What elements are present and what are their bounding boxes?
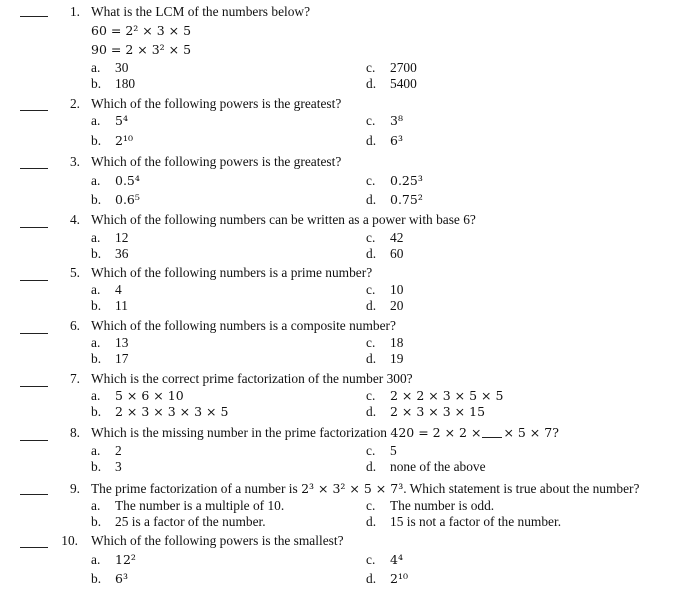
option-b[interactable]: [91, 76, 135, 92]
option-letter: a.: [91, 173, 101, 188]
option-letter: d.: [366, 514, 377, 529]
option-letter: b.: [91, 192, 102, 207]
option-text: 6³: [115, 571, 128, 586]
option-text: The number is a multiple of 10.: [115, 498, 285, 513]
option-letter: d.: [366, 571, 377, 586]
option-d[interactable]: [366, 351, 403, 367]
question-stem: [91, 425, 559, 441]
option-letter: a.: [91, 60, 101, 75]
option-text: 20: [390, 298, 404, 313]
question-number: 10.: [61, 533, 78, 548]
option-letter: b.: [91, 298, 102, 313]
option-letter: b.: [91, 514, 102, 529]
option-text: 3: [115, 459, 122, 474]
question-stem: Which of the following powers is the greatest?: [91, 154, 342, 169]
question-number: 9.: [69, 481, 80, 496]
option-c[interactable]: [366, 443, 397, 459]
option-c[interactable]: [366, 335, 403, 351]
option-text: 2 × 3 × 3 × 3 × 5: [115, 404, 229, 419]
option-letter: d.: [366, 298, 377, 313]
option-a[interactable]: [91, 552, 136, 568]
option-d[interactable]: [366, 246, 403, 262]
option-text: 2¹⁰: [115, 133, 133, 148]
option-c[interactable]: [366, 552, 403, 568]
question-number: 4.: [69, 212, 80, 227]
option-b[interactable]: [91, 571, 128, 587]
option-letter: b.: [91, 76, 102, 91]
option-d[interactable]: [366, 133, 403, 149]
option-letter: c.: [366, 388, 376, 403]
option-text: 5 × 6 × 10: [115, 388, 184, 403]
option-a[interactable]: [91, 282, 122, 298]
option-letter: c.: [366, 498, 376, 513]
option-a[interactable]: [91, 443, 122, 459]
answer-blank[interactable]: [20, 386, 48, 387]
question-number: 8.: [69, 425, 80, 440]
option-letter: b.: [91, 133, 102, 148]
option-text: 12²: [115, 552, 136, 567]
question-stem: Which of the following numbers can be written as a power with base 6?: [91, 212, 476, 227]
option-c[interactable]: [366, 60, 417, 76]
option-text: 60: [390, 246, 404, 261]
option-a[interactable]: [91, 113, 128, 129]
option-text: 4⁴: [390, 552, 403, 567]
option-text: 18: [390, 335, 404, 350]
option-b[interactable]: [91, 192, 140, 208]
option-letter: d.: [366, 246, 377, 261]
option-letter: c.: [366, 173, 376, 188]
answer-blank[interactable]: [20, 547, 48, 548]
option-letter: a.: [91, 498, 101, 513]
option-letter: d.: [366, 133, 377, 148]
option-letter: c.: [366, 552, 376, 567]
option-text: 19: [390, 351, 404, 366]
question-stem: Which of the following numbers is a prime number?: [91, 265, 373, 280]
option-letter: c.: [366, 335, 376, 350]
missing-number-blank[interactable]: [482, 436, 502, 438]
question-stem-text: The prime factorization of a number is: [91, 481, 298, 496]
question-stem: [91, 481, 639, 497]
option-text: 4: [115, 282, 122, 297]
option-a[interactable]: [91, 173, 140, 189]
question-number: 7.: [69, 371, 80, 386]
option-text: 2 × 2 × 3 × 5 × 5: [390, 388, 504, 403]
option-text: 6³: [390, 133, 403, 148]
question-number: 6.: [69, 318, 80, 333]
option-letter: b.: [91, 571, 102, 586]
option-letter: d.: [366, 459, 377, 474]
option-text: 0.6⁵: [115, 192, 140, 207]
option-c[interactable]: [366, 113, 403, 129]
question-stem: Which of the following powers is the greatest?: [91, 96, 342, 111]
question-stem: What is the LCM of the numbers below?: [91, 4, 311, 19]
option-letter: b.: [91, 404, 102, 419]
question-number: 3.: [69, 154, 80, 169]
question-stem: Which is the correct prime factorization of the number 300?: [91, 371, 413, 386]
option-c[interactable]: [366, 388, 503, 404]
option-letter: c.: [366, 60, 376, 75]
option-text: 2 × 3 × 3 × 15: [390, 404, 486, 419]
option-letter: a.: [91, 335, 101, 350]
option-text: The number is odd.: [390, 498, 495, 513]
option-d[interactable]: [366, 192, 423, 208]
factorization-line: 60 = 2² × 3 × 5: [91, 23, 192, 38]
option-text: 5: [390, 443, 397, 458]
question-number: 5.: [69, 265, 80, 280]
question-number: 2.: [69, 96, 80, 111]
factorization-expression-start: 420 = 2 × 2 ×: [390, 425, 482, 440]
option-text: 3⁸: [390, 113, 403, 128]
option-letter: c.: [366, 282, 376, 297]
question-stem: Which of the following powers is the smallest?: [91, 533, 344, 548]
option-letter: a.: [91, 552, 101, 567]
option-text: 17: [115, 351, 129, 366]
option-b[interactable]: [91, 246, 128, 262]
option-d[interactable]: [366, 404, 485, 420]
option-text: 30: [115, 60, 129, 75]
option-letter: c.: [366, 113, 376, 128]
option-text: 12: [115, 230, 129, 245]
option-d[interactable]: [366, 298, 403, 314]
option-text: 36: [115, 246, 129, 261]
option-c[interactable]: [366, 173, 423, 189]
option-d[interactable]: [366, 76, 417, 92]
option-letter: b.: [91, 351, 102, 366]
option-text: 180: [115, 76, 136, 91]
option-d[interactable]: [366, 514, 561, 530]
option-text: 0.5⁴: [115, 173, 140, 188]
option-letter: a.: [91, 282, 101, 297]
answer-blank[interactable]: [20, 110, 48, 111]
option-a[interactable]: [91, 388, 184, 404]
option-text: 2¹⁰: [390, 571, 408, 586]
answer-blank[interactable]: [20, 333, 48, 334]
option-d[interactable]: [366, 571, 408, 587]
option-text: 10: [390, 282, 404, 297]
option-text: none of the above: [390, 459, 486, 474]
option-letter: d.: [366, 76, 377, 91]
option-letter: d.: [366, 192, 377, 207]
option-c[interactable]: [366, 230, 403, 246]
option-text: 0.25³: [390, 173, 423, 188]
option-letter: d.: [366, 351, 377, 366]
answer-blank[interactable]: [20, 16, 48, 17]
option-d[interactable]: [366, 459, 486, 475]
option-b[interactable]: [91, 298, 128, 314]
answer-blank[interactable]: [20, 227, 48, 228]
option-letter: c.: [366, 443, 376, 458]
option-a[interactable]: [91, 230, 128, 246]
question-number: 1.: [69, 4, 80, 19]
question-stem-text: Which is the missing number in the prime factorization: [91, 425, 388, 440]
option-text: 5400: [390, 76, 417, 91]
question-stem: Which of the following numbers is a composite number?: [91, 318, 396, 333]
option-a[interactable]: [91, 60, 128, 76]
option-letter: a.: [91, 230, 101, 245]
option-letter: a.: [91, 113, 101, 128]
option-b[interactable]: [91, 133, 133, 149]
answer-blank[interactable]: [20, 280, 48, 281]
option-text: 0.75²: [390, 192, 423, 207]
option-text: 15 is not a factor of the number.: [390, 514, 562, 529]
option-b[interactable]: [91, 459, 122, 475]
answer-blank[interactable]: [20, 440, 48, 441]
option-text: 13: [115, 335, 129, 350]
option-c[interactable]: [366, 498, 494, 514]
option-text: 2700: [390, 60, 417, 75]
option-text: 25 is a factor of the number.: [115, 514, 266, 529]
option-letter: a.: [91, 443, 101, 458]
answer-blank[interactable]: [20, 168, 48, 169]
option-b[interactable]: [91, 514, 266, 530]
option-text: 2: [115, 443, 122, 458]
option-letter: d.: [366, 404, 377, 419]
option-a[interactable]: [91, 335, 128, 351]
option-text: 11: [115, 298, 128, 313]
option-b[interactable]: [91, 351, 128, 367]
factorization-expression: 2³ × 3² × 5 × 7³: [301, 481, 404, 496]
factorization-expression-end: × 5 × 7?: [503, 425, 559, 440]
option-letter: a.: [91, 388, 101, 403]
option-letter: c.: [366, 230, 376, 245]
option-a[interactable]: [91, 498, 284, 514]
option-b[interactable]: [91, 404, 228, 420]
option-letter: b.: [91, 459, 102, 474]
option-c[interactable]: [366, 282, 403, 298]
option-text: 5⁴: [115, 113, 128, 128]
answer-blank[interactable]: [20, 494, 48, 495]
question-stem-tail: . Which statement is true about the number?: [403, 481, 640, 496]
factorization-line: 90 = 2 × 3² × 5: [91, 42, 192, 57]
option-text: 42: [390, 230, 404, 245]
option-letter: b.: [91, 246, 102, 261]
